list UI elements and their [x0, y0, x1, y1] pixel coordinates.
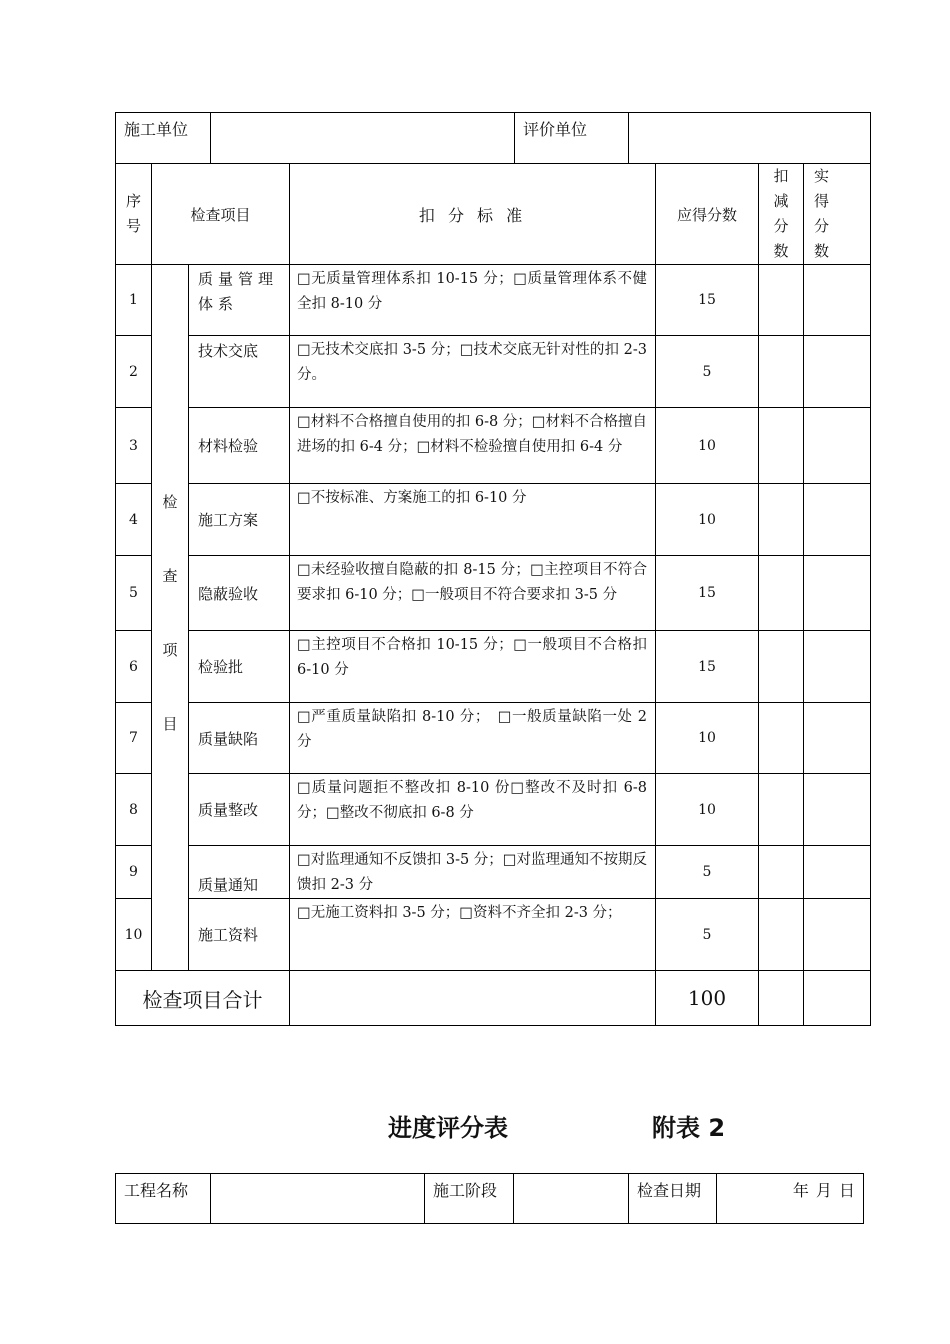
evaluation-unit-value[interactable] [629, 113, 871, 164]
date-label: 检查日期 [629, 1174, 717, 1224]
actual-score-cell[interactable] [804, 265, 871, 336]
deduct-score-cell[interactable] [759, 265, 804, 336]
table-row [116, 556, 871, 631]
actual-score-cell[interactable] [804, 336, 871, 408]
row-number: 7 [116, 703, 152, 774]
check-item: 质量通知 [189, 846, 290, 899]
row-number: 1 [116, 265, 152, 336]
deduct-score-cell[interactable] [759, 899, 804, 971]
due-score: 5 [656, 899, 759, 971]
deduction-standard: □严重质量缺陷扣 8-10 分； □一般质量缺陷一处 2 分 [290, 703, 656, 774]
table-row [116, 484, 871, 556]
actual-score-cell[interactable] [804, 774, 871, 846]
project-name-label: 工程名称 [116, 1174, 211, 1224]
stage-value[interactable] [514, 1174, 629, 1224]
group-label-char: 检 [162, 493, 178, 511]
group-label-char: 查 [162, 567, 178, 585]
actual-score-cell[interactable] [804, 899, 871, 971]
deduction-standard: □对监理通知不反馈扣 3-5 分；□对监理通知不按期反馈扣 2-3 分 [290, 846, 656, 899]
check-item: 质量缺陷 [189, 703, 290, 774]
project-name-value[interactable] [211, 1174, 425, 1224]
group-label [152, 265, 189, 971]
deduct-header [759, 164, 804, 265]
seq-header-char: 号 [125, 217, 141, 235]
check-item: 质量管理体系 [189, 265, 290, 336]
due-score: 10 [656, 408, 759, 484]
deduction-standard: □无质量管理体系扣 10-15 分；□质量管理体系不健全扣 8-10 分 [290, 265, 656, 336]
table-row [116, 899, 871, 971]
deduct-header-char: 数 [773, 242, 789, 260]
actual-header-char: 分 [814, 217, 830, 235]
table-row [116, 336, 871, 408]
row-number: 6 [116, 631, 152, 703]
construction-unit-value[interactable] [211, 113, 515, 164]
standard-header: 扣 分 标 准 [290, 164, 656, 265]
deduct-header-char: 扣 [773, 167, 789, 185]
total-deduct-cell[interactable] [759, 971, 804, 1026]
actual-header [804, 164, 871, 265]
actual-header-char: 数 [814, 242, 830, 260]
table-row [116, 265, 871, 336]
deduction-standard: □无施工资料扣 3-5 分；□资料不齐全扣 2-3 分； [290, 899, 656, 971]
row-number: 10 [116, 899, 152, 971]
seq-header-char: 序 [125, 192, 141, 210]
row-number: 5 [116, 556, 152, 631]
due-score: 5 [656, 846, 759, 899]
evaluation-unit-label: 评价单位 [515, 113, 629, 164]
date-value[interactable]: 年 月 日 [717, 1174, 864, 1224]
progress-score-title: 进度评分表 [388, 1114, 508, 1142]
quality-score-table [115, 163, 871, 1026]
actual-score-cell[interactable] [804, 556, 871, 631]
row-number: 8 [116, 774, 152, 846]
actual-score-cell[interactable] [804, 408, 871, 484]
deduction-standard: □材料不合格擅自使用的扣 6-8 分；□材料不合格擅自进场的扣 6-4 分；□材料不检验擅自使用扣 6-4 分 [290, 408, 656, 484]
actual-header-char: 得 [814, 192, 830, 210]
due-score: 15 [656, 556, 759, 631]
appendix-label: 附表 2 [652, 1114, 726, 1142]
due-score: 5 [656, 336, 759, 408]
row-number: 2 [116, 336, 152, 408]
seq-header [116, 164, 152, 265]
deduct-score-cell[interactable] [759, 703, 804, 774]
deduction-standard: □不按标准、方案施工的扣 6-10 分 [290, 484, 656, 556]
deduct-score-cell[interactable] [759, 846, 804, 899]
table-row [116, 846, 871, 899]
deduct-score-cell[interactable] [759, 774, 804, 846]
stage-label: 施工阶段 [425, 1174, 514, 1224]
table-row [116, 774, 871, 846]
row-number: 4 [116, 484, 152, 556]
row-number: 3 [116, 408, 152, 484]
construction-unit-label: 施工单位 [116, 113, 211, 164]
actual-score-cell[interactable] [804, 846, 871, 899]
check-item: 技术交底 [189, 336, 290, 408]
due-score-header: 应得分数 [656, 164, 759, 265]
due-score: 10 [656, 703, 759, 774]
column-header-row [116, 164, 871, 265]
check-item: 检验批 [189, 631, 290, 703]
deduct-score-cell[interactable] [759, 484, 804, 556]
group-label-char: 项 [162, 641, 178, 659]
check-item: 隐蔽验收 [189, 556, 290, 631]
deduct-score-cell[interactable] [759, 631, 804, 703]
table-row [116, 631, 871, 703]
row-number: 9 [116, 846, 152, 899]
deduct-header-char: 减 [773, 192, 789, 210]
due-score: 15 [656, 631, 759, 703]
due-score: 10 [656, 484, 759, 556]
check-item: 施工方案 [189, 484, 290, 556]
total-actual-cell[interactable] [804, 971, 871, 1026]
actual-header-char: 实 [814, 167, 830, 185]
check-item: 质量整改 [189, 774, 290, 846]
table-row [116, 703, 871, 774]
deduction-standard: □主控项目不合格扣 10-15 分；□一般项目不合格扣 6-10 分 [290, 631, 656, 703]
group-label-char: 目 [162, 715, 178, 733]
due-score: 15 [656, 265, 759, 336]
deduction-standard: □无技术交底扣 3-5 分；□技术交底无针对性的扣 2-3 分。 [290, 336, 656, 408]
unit-header-table [115, 112, 871, 164]
check-item: 施工资料 [189, 899, 290, 971]
deduction-standard: □质量问题拒不整改扣 8-10 份□整改不及时扣 6-8 分；□整改不彻底扣 6-8 分 [290, 774, 656, 846]
total-score: 100 [656, 971, 759, 1026]
deduct-header-char: 分 [773, 217, 789, 235]
deduct-score-cell[interactable] [759, 556, 804, 631]
deduction-standard: □未经验收擅自隐蔽的扣 8-15 分；□主控项目不符合要求扣 6-10 分；□一般项目不符合要求扣 3-5 分 [290, 556, 656, 631]
total-standard-cell [290, 971, 656, 1026]
actual-score-cell[interactable] [804, 484, 871, 556]
actual-score-cell[interactable] [804, 631, 871, 703]
deduct-score-cell[interactable] [759, 336, 804, 408]
progress-header-table [115, 1173, 864, 1224]
deduct-score-cell[interactable] [759, 408, 804, 484]
total-row [116, 971, 871, 1026]
actual-score-cell[interactable] [804, 703, 871, 774]
table-row [116, 408, 871, 484]
total-label: 检查项目合计 [116, 971, 290, 1026]
due-score: 10 [656, 774, 759, 846]
check-item: 材料检验 [189, 408, 290, 484]
item-header: 检查项目 [152, 164, 290, 265]
